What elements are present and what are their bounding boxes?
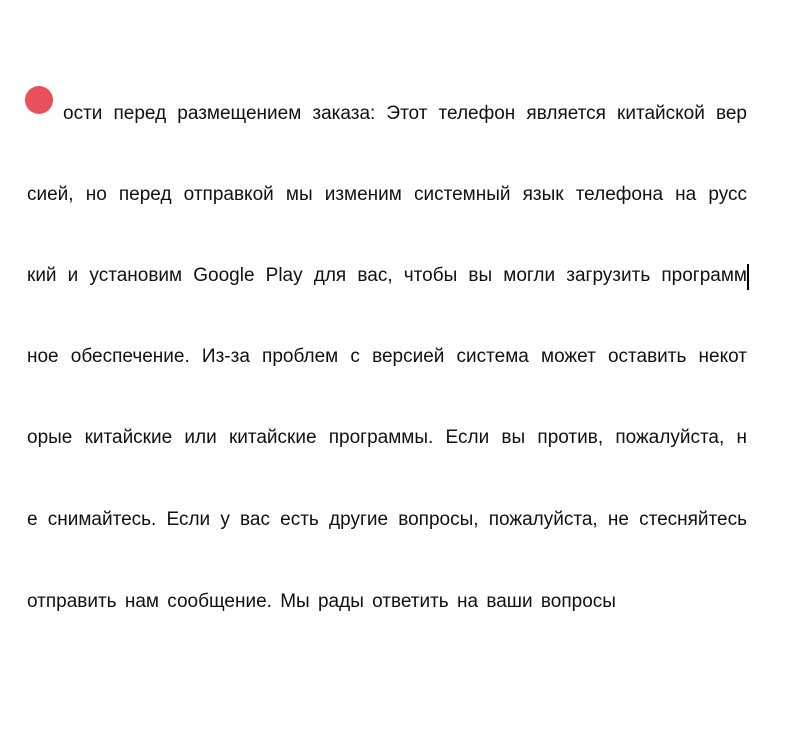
red-dot-icon [25, 86, 53, 114]
text-line-7: отправить нам сообщение. Мы рады ответить на ваши вопросы [27, 591, 616, 612]
text-line-6: е снимайтесь. Если у вас есть другие вопросы, пожалуйста, не стесняйтесь [27, 509, 747, 530]
text-cursor [747, 264, 749, 290]
text-line-4: ное обеспечение. Из-за проблем с версией система может оставить некот [27, 346, 747, 367]
text-line-1: ости перед размещением заказа: Этот телефон является китайской вер [63, 103, 747, 124]
text-line-2: сией, но перед отправкой мы изменим системный язык телефона на русс [27, 184, 747, 205]
text-line-5: орые китайские или китайские программы. Если вы против, пожалуйста, н [27, 427, 747, 448]
text-line-3: кий и установим Google Play для вас, чтобы вы могли загрузить программ [27, 265, 747, 286]
